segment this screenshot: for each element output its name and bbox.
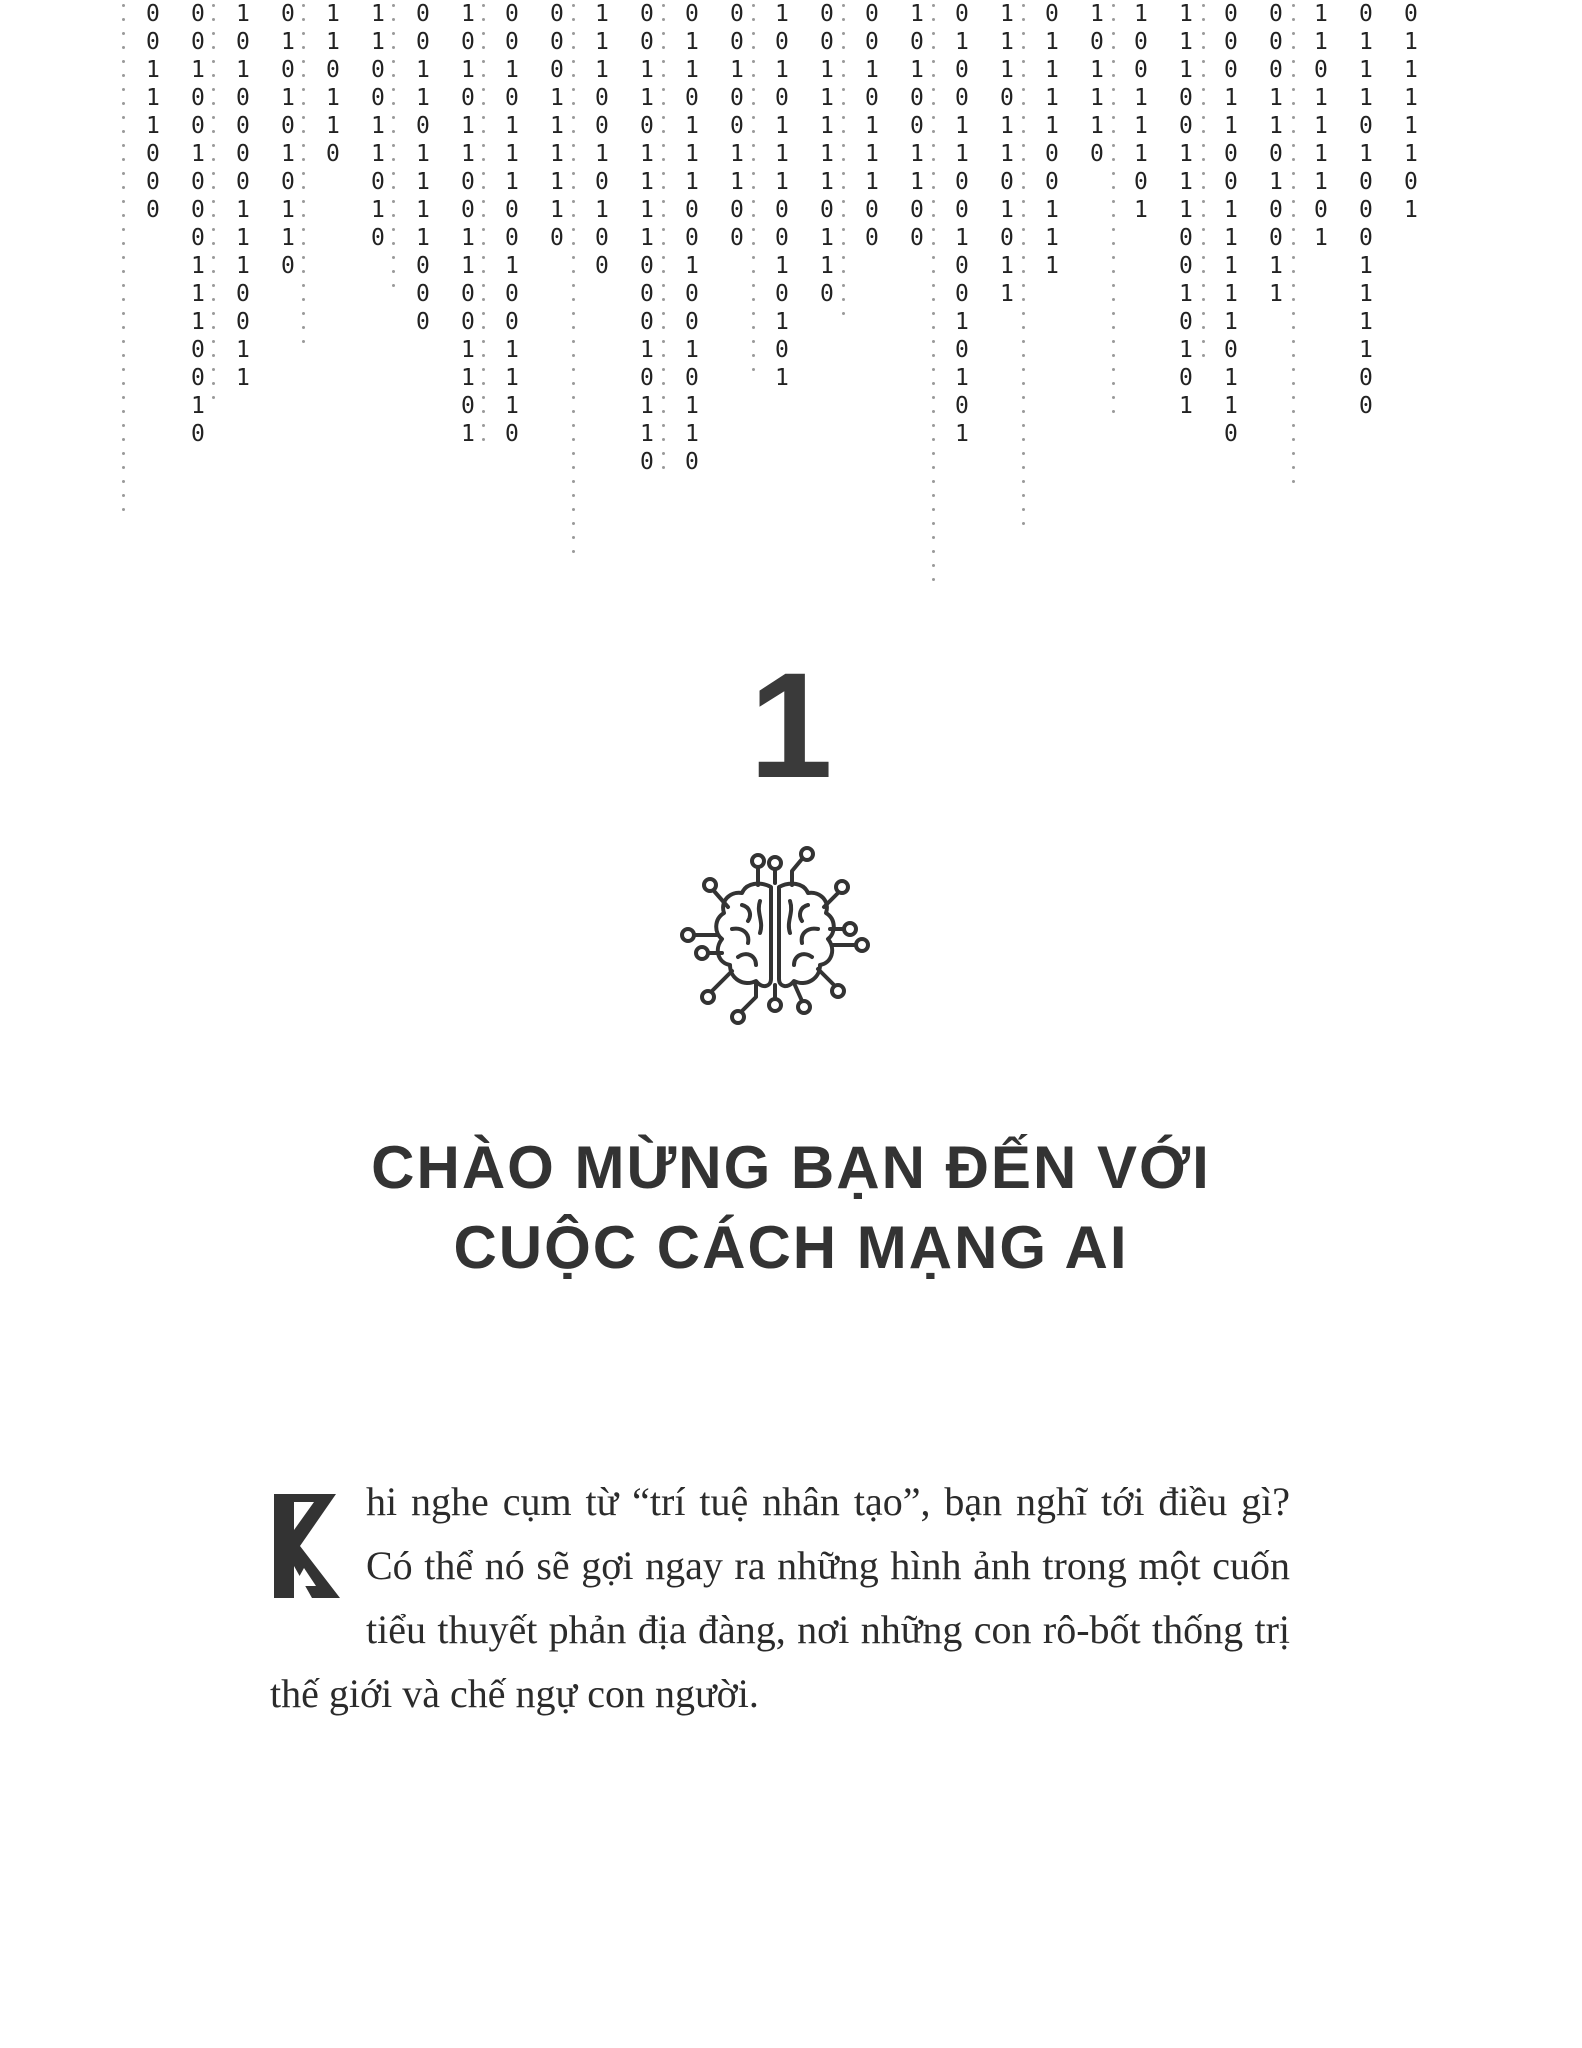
binary-column: 1 0 1 0 1 1 0 0 1 1 0 0 1 1 0 1 <box>461 1 475 447</box>
chapter-number: 1 <box>749 641 833 809</box>
dotted-trail <box>302 4 305 354</box>
binary-column: 1 1 1 0 1 1 0 1 0 1 1 <box>1000 1 1014 307</box>
dotted-trail <box>662 4 665 480</box>
chapter-title-line-2: CUỘC CÁCH MẠNG AI <box>453 1214 1129 1281</box>
binary-column: 0 0 0 1 1 0 0 1 1 1 1 1 0 1 1 0 <box>1224 1 1238 447</box>
binary-column: 1 1 1 0 0 1 0 1 0 0 <box>595 1 609 279</box>
binary-column: 0 0 0 1 1 0 1 0 0 1 1 <box>1269 1 1283 307</box>
dotted-trail <box>932 4 935 592</box>
binary-column: 1 1 0 1 1 0 <box>326 1 340 167</box>
opening-paragraph <box>270 1470 1290 1726</box>
binary-column: 0 1 1 1 1 0 0 1 1 1 <box>1045 1 1059 279</box>
binary-column: 1 0 1 0 0 0 0 1 1 1 0 0 1 1 <box>236 1 250 391</box>
dotted-trail <box>122 4 125 522</box>
binary-column: 0 0 1 0 0 1 0 0 0 1 1 1 0 0 1 0 <box>191 1 205 447</box>
binary-column: 0 1 1 0 1 1 1 0 0 1 0 0 1 0 1 1 0 <box>685 1 699 475</box>
paragraph-text: hi nghe cụm từ “trí tuệ nhân tạo”, bạn nghĩ tới điều gì? Có thể nó sẽ gợi ngay ra những hình ảnh trong một cuốn tiểu thuyết phản địa đàng, nơi những con rô-bốt thống trị thế giới và chế ngự con người. <box>270 1479 1290 1716</box>
dotted-trail <box>752 4 755 382</box>
binary-rain-header <box>0 0 1582 620</box>
drop-cap-k <box>270 1490 342 1602</box>
binary-column: 0 0 1 0 1 1 1 0 0 1 0 0 1 1 1 0 <box>505 1 519 447</box>
dotted-trail <box>842 4 845 326</box>
binary-column: 1 0 1 0 1 1 1 0 0 1 0 1 0 1 <box>775 1 789 391</box>
binary-column: 0 1 0 1 0 1 0 1 1 0 <box>281 1 295 279</box>
binary-column: 0 0 1 1 1 0 0 0 <box>146 1 160 223</box>
binary-column: 1 0 0 1 1 1 0 1 <box>1134 1 1148 223</box>
binary-column: 0 0 1 0 0 1 1 0 0 <box>730 1 744 251</box>
dotted-trail <box>572 4 575 564</box>
binary-column: 0 0 1 1 0 1 1 1 1 0 0 0 1 0 1 1 0 <box>640 1 654 475</box>
chapter-title <box>0 1128 1582 1288</box>
binary-column: 0 0 0 1 1 1 1 1 0 <box>550 1 564 251</box>
binary-column: 1 0 1 1 1 0 <box>1090 1 1104 167</box>
binary-column: 0 0 1 1 1 1 1 0 1 1 0 <box>820 1 834 307</box>
binary-column: 0 1 1 1 1 1 0 1 <box>1404 1 1418 223</box>
dotted-trail <box>482 4 485 452</box>
binary-column: 0 1 1 1 0 1 0 0 0 1 1 1 1 0 0 <box>1359 1 1373 419</box>
binary-column: 1 1 1 0 0 1 1 1 0 0 1 0 1 0 1 <box>1179 1 1193 419</box>
dotted-trail <box>1292 4 1295 494</box>
dotted-trail <box>212 4 215 410</box>
binary-column: 0 0 1 0 1 1 1 0 0 <box>865 1 879 251</box>
binary-column: 0 1 0 0 1 1 0 0 1 0 0 1 0 1 0 1 <box>955 1 969 447</box>
chapter-title-line-1: CHÀO MỪNG BẠN ĐẾN VỚI <box>371 1134 1211 1201</box>
binary-column: 1 1 0 0 1 1 0 1 0 <box>371 1 385 251</box>
dotted-trail <box>392 4 395 298</box>
dotted-trail <box>1112 4 1115 424</box>
binary-column: 1 1 0 1 1 1 1 0 1 <box>1314 1 1328 251</box>
brain-circuit-icon <box>672 845 878 1055</box>
dotted-trail <box>1022 4 1025 536</box>
binary-column: 1 0 1 0 0 1 1 0 0 <box>910 1 924 251</box>
binary-column: 0 0 1 1 0 1 1 1 1 0 0 0 <box>416 1 430 335</box>
dotted-trail <box>1202 4 1205 368</box>
